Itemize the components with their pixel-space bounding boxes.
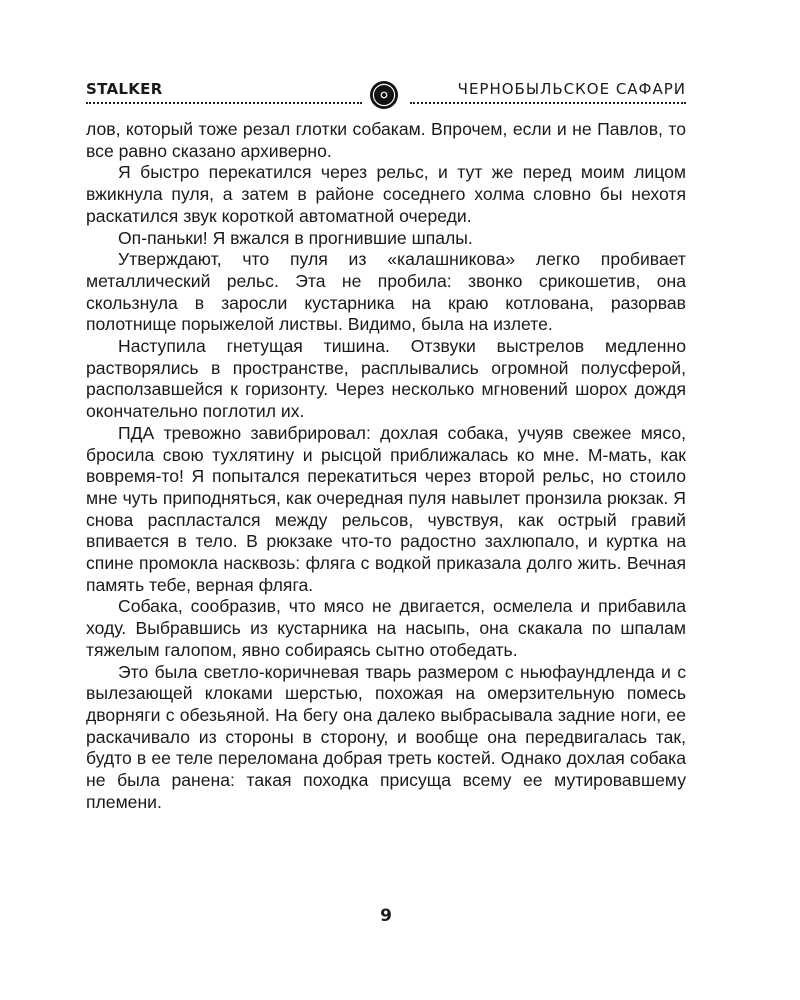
book-title: ЧЕРНОБЫЛЬСКОЕ САФАРИ xyxy=(457,80,686,98)
paragraph: Я быстро перекатился через рельс, и тут же перед моим лицом вжикнула пуля, а затем в районе соседнего холма словно бы нехотя раскатился звук короткой автоматной очереди. xyxy=(86,162,686,226)
paragraph: Это была светло-коричневая тварь размером с ньюфаундленда и с вылезающей клоками шерстью, похожая на омерзительную помесь дворняги с обезьяной. На бегу она далеко выбрасывала задние ноги, ее раскачивало из стороны в сторону, и вообще она передвигалась так, будто в ее теле переломана добрая треть костей. Однако дохлая собака не была ранена: такая походка присуща всему ее мутировавшему племени. xyxy=(86,661,686,812)
header-dotted-rule-right xyxy=(410,102,686,104)
running-head xyxy=(86,70,686,106)
series-title: STALKER xyxy=(86,80,163,98)
body-text xyxy=(86,119,686,814)
paragraph: ПДА тревожно завибрировал: дохлая собака, учуяв свежее мясо, бросила свою тухлятину и рысцой приближалась ко мне. М-мать, как вовремя-то! Я попытался перекатиться через второй рельс, но стоило мне чуть приподняться, как очередная пуля навылет пронзила рюкзак. Я снова распластался между рельсов, чувствуя, как острый гравий впивается в тело. В рюкзаке что-то радостно захлюпало, и куртка на спине промокла насквозь: фляга с водкой приказала долго жить. Вечная память тебе, верная фляга. xyxy=(86,422,686,595)
header-dotted-rule-left xyxy=(86,102,362,104)
paragraph: Оп-паньки! Я вжался в прогнившие шпалы. xyxy=(118,227,473,248)
page-number: 9 xyxy=(380,906,392,926)
book-page xyxy=(86,70,686,926)
paragraph: лов, который тоже резал глотки собакам. Впрочем, если и не Павлов, то все равно сказано архиверно. xyxy=(86,119,686,161)
paragraph: Собака, сообразив, что мясо не двигается, осмелела и прибавила ходу. Выбравшись из кустарника на насыпь, она скакала по шпалам тяжелым галопом, явно собираясь сытно отобедать. xyxy=(86,596,686,660)
paragraph: Наступила гнетущая тишина. Отзвуки выстрелов медленно растворялись в пространстве, расплывались огромной полусферой, расползавшейся к горизонту. Через несколько мгновений шорох дождя окончательно поглотил их. xyxy=(86,336,686,422)
paragraph: Утверждают, что пуля из «калашникова» легко пробивает металлический рельс. Эта не пробила: звонко срикошетив, она скользнула в заросли кустарника на краю котлована, разорвав полотнище порыжелой листвы. Видимо, была на излете. xyxy=(86,249,686,335)
radiation-icon xyxy=(369,80,399,110)
